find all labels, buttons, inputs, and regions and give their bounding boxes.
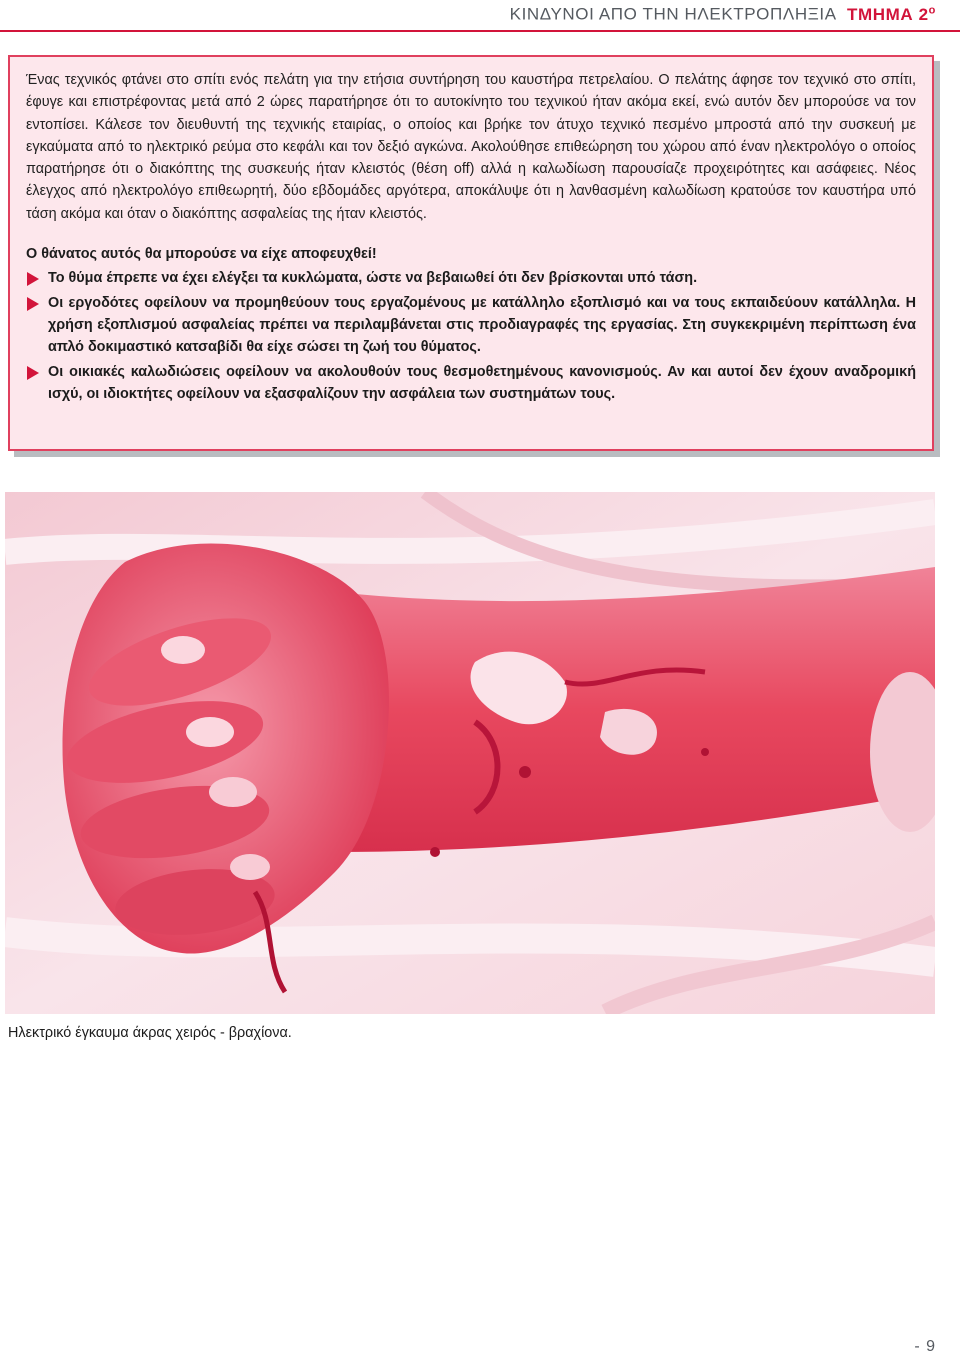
running-head — [510, 4, 936, 25]
bullet-item — [26, 292, 916, 359]
burn-injury-photo — [5, 492, 935, 1014]
bullet-item — [26, 361, 916, 406]
bullet-item — [26, 267, 916, 289]
page-header — [0, 0, 960, 28]
triangle-bullet-icon — [27, 366, 39, 380]
section-label: ΤΜΗΜΑ $2^o$ — [847, 4, 936, 24]
bullet-text: Οι οικιακές καλωδιώσεις οφείλουν να ακολουθούν τους θεσμοθετημένους κανονισμούς. Αν και αυτοί δεν έχουν αναδρομική ισχύ, οι ιδιοκτήτες οφείλουν να εξασφαλίζουν την ασφάλεια των συστημάτων τους. — [48, 363, 916, 402]
bullet-text: Το θύμα έπρεπε να έχει ελέγξει τα κυκλώματα, ώστε να βεβαιωθεί ότι δεν βρίσκονται υπό τάση. — [48, 270, 698, 287]
section-suffix: ο — [928, 4, 936, 16]
case-intro-text: Ένας τεχνικός φτάνει στο σπίτι ενός πελάτη για την ετήσια συντήρηση του καυστήρα πετρελαίου. Ο πελάτης άφησε τον τεχνικό στο σπίτι, έφυγε και επιστρέφοντας μετά από 2 ώρες παρατήρησε ότι το αυτοκίνητο του τεχνικού ήταν ακόμα εκεί, ενώ αυτόν δεν μπορούσε να τον εντοπίσει. Κάλεσε τον διευθυντή της τεχνικής εταιρίας, ο οποίος και βρήκε τον άτυχο τεχνικό πεσμένο μπροστά από την συσκευή με εγκαύματα από το ηλεκτρικό ρεύμα στο κεφάλι και τον δεξιό αγκώνα. Ακολούθησε επιθεώρηση του χώρου από έναν ηλεκτρολόγο ο οποίος παρατήρησε ότι ο διακόπτης της συσκευής ήταν κλειστός (θέση off) αλλά η καλωδίωση παρουσίαζε προχειρότητες και ασάφειες. Νέος έλεγχος από ηλεκτρολόγο επιθεωρητή, δύο εβδομάδες αργότερα, αποκάλυψε ότι η λανθασμένη καλωδίωση κρατούσε τον καυστήρα υπό τάση ακόμα και όταν ο διακόπτης ασφαλείας της ήταν κλειστός. — [26, 72, 916, 222]
warning-heading: Ο θάνατος αυτός θα μπορούσε να είχε αποφευχθεί! — [26, 246, 377, 263]
triangle-bullet-icon — [27, 272, 39, 286]
running-head-title: ΚΙΝΔΥΝΟΙ ΑΠΟ ΤΗΝ ΗΛΕΚΤΡΟΠΛΗΞΙΑ — [509, 4, 836, 24]
page-number: - 9 — [914, 1338, 936, 1355]
case-study-box — [8, 55, 934, 451]
triangle-bullet-icon — [27, 297, 39, 311]
bullet-text: Οι εργοδότες οφείλουν να προμηθεύουν τους εργαζομένους με κατάλληλο εξοπλισμό και να τους εκπαιδεύουν κατάλληλα. Η χρήση εξοπλισμού ασφαλείας πρέπει να περιλαμβάνεται στις προδιαγραφές της εργασίας. Στη συγκεκριμένη περίπτωση ένα απλό δοκιμαστικό κατσαβίδι θα είχε σώσει τη ζωή του θύματος. — [48, 294, 916, 356]
figure-caption: Ηλεκτρικό έγκαυμα άκρας χειρός - βραχίονα. — [8, 1025, 292, 1041]
burn-injury-illustration — [5, 492, 935, 1014]
header-rule — [0, 30, 960, 32]
